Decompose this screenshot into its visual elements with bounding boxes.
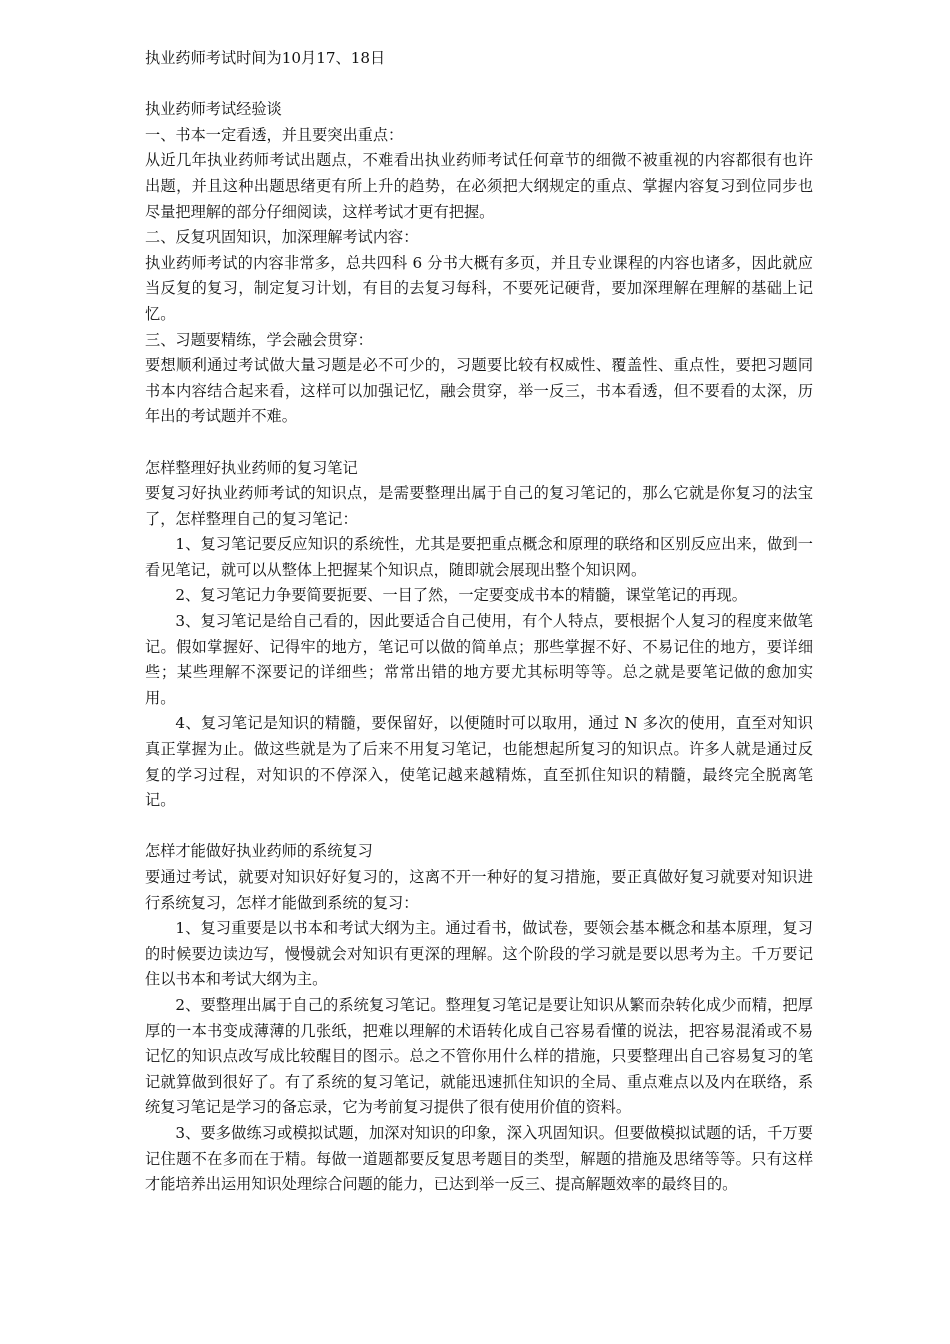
- paragraph: 从近几年执业药师考试出题点，不难看出执业药师考试任何章节的细微不被重视的内容都很有也许出题，并且这种出题思绪更有所上升的趋势，在必须把大纲规定的重点、掌握内容复习到位同步也尽量把理解的部分仔细阅读，这样考试才更有把握。: [145, 151, 813, 221]
- exam-date-line: 执业药师考试时间为10月17、18日: [145, 49, 386, 67]
- list-item: 3、复习笔记是给自己看的，因此要适合自己使用，有个人特点，要根据个人复习的程度来做笔记。假如掌握好、记得牢的地方，笔记可以做的简单点；那些掌握不好、不易记住的地方，要详细些；某些理解不深要记的详细些；常常出错的地方要尤其标明等等。总之就是要笔记做的愈加实用。: [145, 612, 813, 707]
- list-item: 1、复习笔记要反应知识的系统性，尤其是要把重点概念和原理的联络和区别反应出来，做到一看见笔记，就可以从整体上把握某个知识点，随即就会展现出整个知识网。: [145, 535, 813, 579]
- document-body: [145, 46, 813, 1198]
- paragraph: 要想顺利通过考试做大量习题是必不可少的，习题要比较有权威性、覆盖性、重点性，要把习题同书本内容结合起来看，这样可以加强记忆，融会贯穿，举一反三，书本看透，但不要看的太深，历年出的考试题并不难。: [145, 356, 813, 426]
- section-title: 怎样才能做好执业药师的系统复习: [145, 842, 373, 861]
- section-title: 怎样整理好执业药师的复习笔记: [145, 458, 358, 477]
- list-item: 1、复习重要是以书本和考试大纲为主。通过看书，做试卷，要领会基本概念和基本原理，复习的时候要边读边写，慢慢就会对知识有更深的理解。这个阶段的学习就是要以思考为主。千万要记住以书本和考试大纲为主。: [145, 919, 813, 989]
- list-item: 2、复习笔记力争要简要扼要、一目了然，一定要变成书本的精髓，课堂笔记的再现。: [175, 586, 747, 605]
- paragraph: 要复习好执业药师考试的知识点，是需要整理出属于自己的复习笔记的，那么它就是你复习的法宝了，怎样整理自己的复习笔记：: [145, 484, 813, 528]
- point-heading: 二、反复巩固知识，加深理解考试内容：: [145, 228, 419, 247]
- section-title: 执业药师考试经验谈: [145, 100, 282, 119]
- list-item: 3、要多做练习或模拟试题，加深对知识的印象，深入巩固知识。但要做模拟试题的话，千万要记住题不在多而在于精。每做一道题都要反复思考题目的类型，解题的措施及思绪等等。只有这样才能培养出运用知识处理综合问题的能力，已达到举一反三、提高解题效率的最终目的。: [145, 1123, 813, 1194]
- point-heading: 三、习题要精练，学会融会贯穿：: [145, 330, 373, 349]
- spacer: [145, 814, 813, 840]
- list-item: 4、复习笔记是知识的精髓，要保留好，以便随时可以取用，通过 N 多次的使用，直至对知识真正掌握为止。做这些就是为了后来不用复习笔记，也能想起所复习的知识点。许多人就是通过反复的学习过程，对知识的不停深入，使笔记越来越精炼，直至抓住知识的精髓，最终完全脱离笔记。: [145, 714, 813, 810]
- spacer: [145, 72, 813, 98]
- point-heading: 一、书本一定看透，并且要突出重点：: [145, 125, 404, 144]
- list-item: 2、要整理出属于自己的系统复习笔记。整理复习笔记是要让知识从繁而杂转化成少而精，把厚厚的一本书变成薄薄的几张纸，把难以理解的术语转化成自己容易看懂的说法，把容易混淆或不易记忆的知识点改写成比较醒目的图示。总之不管你用什么样的措施，只要整理出自己容易复习的笔记就算做到很好了。有了系统的复习笔记，就能迅速抓住知识的全局、重点难点以及内在联络，系统复习笔记是学习的备忘录，它为考前复习提供了很有使用价值的资料。: [145, 995, 813, 1117]
- paragraph: 要通过考试，就要对知识好好复习的，这离不开一种好的复习措施，要正真做好复习就要对知识进行系统复习，怎样才能做到系统的复习：: [145, 868, 813, 912]
- paragraph: 执业药师考试的内容非常多，总共四科 6 分书大概有多页，并且专业课程的内容也诸多，因此就应当反复的复习，制定复习计划，有目的去复习每科，不要死记硬背，要加深理解在理解的基础上记忆。: [145, 253, 813, 323]
- spacer: [145, 430, 813, 456]
